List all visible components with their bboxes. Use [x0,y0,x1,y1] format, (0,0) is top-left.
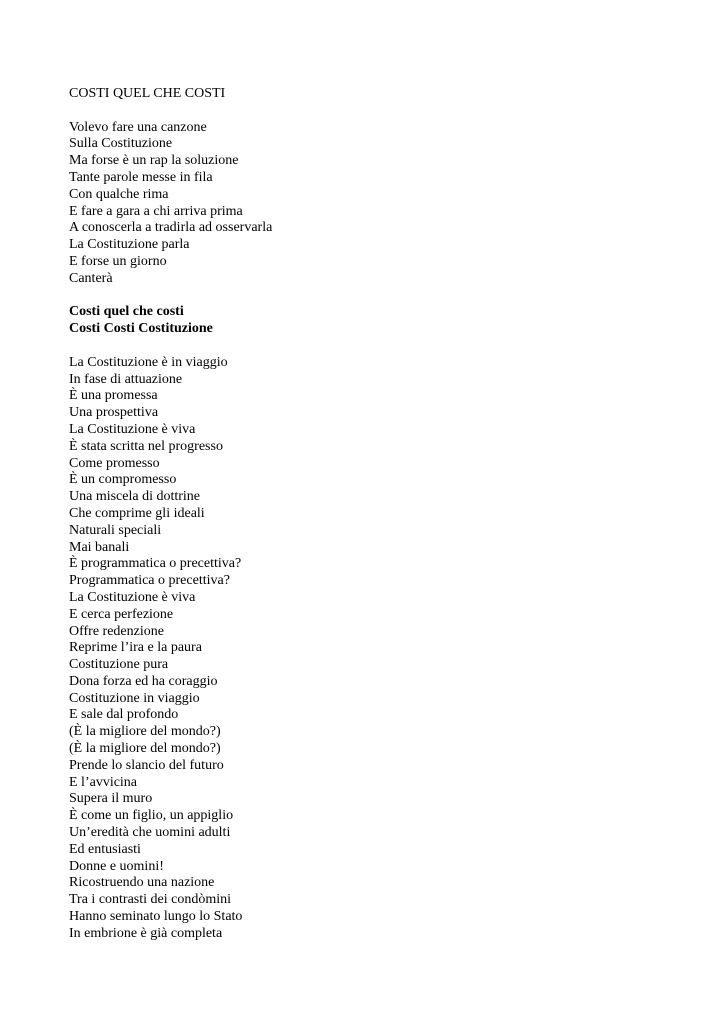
verse-line: È una promessa [69,388,158,404]
verse-stanza [69,120,669,288]
title-block [69,86,669,103]
verse-line: Costituzione pura [69,657,169,673]
verse-line: È un compromesso [69,472,177,488]
verse-line: Dona forza ed ha coraggio [69,673,218,689]
verse-line: Tante parole messe in fila [69,169,213,185]
verse-line: Prende lo slancio del futuro [69,757,224,773]
verse-line: Offre redenzione [69,623,164,639]
verse-line: E fare a gara a chi arriva prima [69,203,243,219]
refrain-line: Costi Costi Costituzione [69,321,213,337]
verse-line: Un’eredità che uomini adulti [69,825,231,841]
verse-line: Una miscela di dottrine [69,489,201,505]
verse-line: Come promesso [69,455,160,471]
verse-line: È programmatica o precettiva? [69,556,242,572]
verse-line: Programmatica o precettiva? [69,573,230,589]
verse-line: Hanno seminato lungo lo Stato [69,909,243,925]
verse-line: Volevo fare una canzone [69,119,207,135]
document-title: COSTI QUEL CHE COSTI [69,86,226,101]
verse-line: A conoscerla a tradirla ad osservarla [69,220,273,236]
verse-line: Sulla Costituzione [69,136,173,152]
verse-line: E l’avvicina [69,774,138,790]
verse-line: Con qualche rima [69,186,169,202]
verse-line: Canterà [69,270,113,286]
verse-line: È come un figlio, un appiglio [69,808,234,824]
verse-line: Ed entusiasti [69,841,141,857]
verse-line: Naturali speciali [69,522,162,538]
verse-line: È stata scritta nel progresso [69,438,223,454]
poem-content [69,86,669,943]
verse-line: Supera il muro [69,791,153,807]
refrain-stanza [69,304,669,338]
verse-line: E forse un giorno [69,253,167,269]
verse-line: Reprime l’ira e la paura [69,640,202,656]
verse-line: (È la migliore del mondo?) [69,741,221,757]
verse-line: La Costituzione è in viaggio [69,354,228,370]
verse-line: Costituzione in viaggio [69,690,200,706]
verse-line: Mai banali [69,539,130,555]
verse-line: E sale dal profondo [69,707,179,723]
verse-line: Che comprime gli ideali [69,505,205,521]
verse-line: La Costituzione è viva [69,421,196,437]
verse-line: La Costituzione è viva [69,589,196,605]
poem-stanzas [69,120,669,943]
verse-line: In fase di attuazione [69,371,183,387]
verse-line: In embrione è già completa [69,925,223,941]
verse-line: Ma forse è un rap la soluzione [69,153,239,169]
verse-line: Donne e uomini! [69,858,164,874]
refrain-line: Costi quel che costi [69,304,184,320]
verse-line: La Costituzione parla [69,237,190,253]
verse-line: (È la migliore del mondo?) [69,724,221,740]
verse-line: Una prospettiva [69,405,159,421]
verse-line: Ricostruendo una nazione [69,875,215,891]
verse-line: E cerca perfezione [69,606,174,622]
verse-line: Tra i contrasti dei condòmini [69,892,232,908]
verse-stanza [69,355,669,943]
